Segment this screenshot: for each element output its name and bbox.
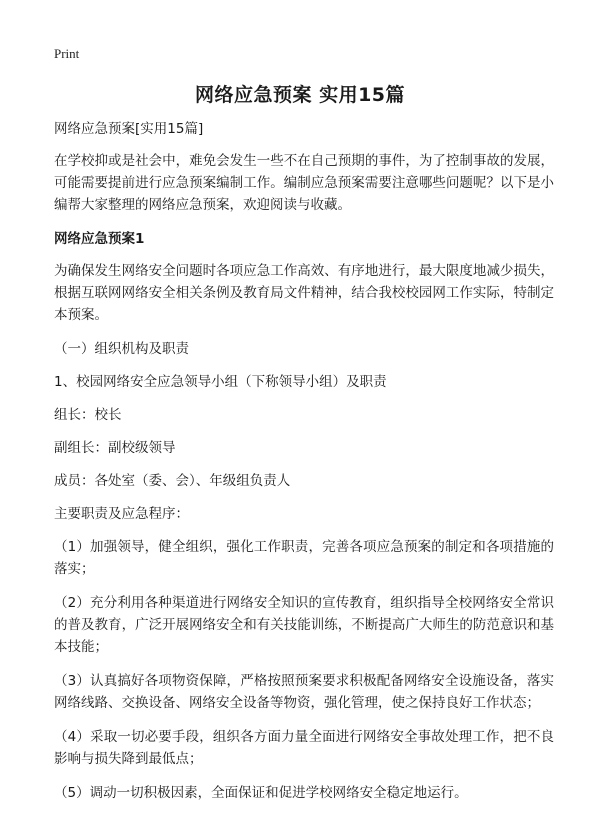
- page-title: 网络应急预案 实用15篇: [194, 84, 406, 106]
- document-body: [54, 118, 554, 816]
- vice-leader-line: 副组长：副校级领导: [54, 440, 176, 456]
- org-heading: （一）组织机构及职责: [54, 341, 189, 357]
- duty-item: （2）充分利用各种渠道进行网络安全知识的宣传教育，组织指导全校网络安全常识的普及教育，广泛开展网络安全和有关技能训练，不断提高广大师生的防范意识和基本技能；: [54, 595, 554, 655]
- section-heading: 网络应急预案1: [54, 231, 145, 247]
- group-heading: 1、校园网络安全应急领导小组（下称领导小组）及职责: [54, 374, 387, 390]
- duty-item: （3）认真搞好各项物资保障，严格按照预案要求积极配备网络安全设施设备，落实网络线路、交换设备、网络安全设备等物资，强化管理，使之保持良好工作状态；: [54, 673, 554, 711]
- duty-item: （1）加强领导，健全组织，强化工作职责，完善各项应急预案的制定和各项措施的落实；: [54, 539, 554, 577]
- duty-item: （5）调动一切积极因素，全面保证和促进学校网络安全稳定地运行。: [54, 785, 468, 801]
- leader-line: 组长：校长: [54, 407, 122, 423]
- document-subtitle: 网络应急预案[实用15篇]: [54, 121, 204, 137]
- intro-paragraph: 在学校抑或是社会中，难免会发生一些不在自己预期的事件，为了控制事故的发展，可能需要提前进行应急预案编制工作。编制应急预案需要注意哪些问题呢？以下是小编帮大家整理的网络应急预案，欢迎阅读与收藏。: [54, 153, 554, 213]
- purpose-paragraph: 为确保发生网络安全问题时各项应急工作高效、有序地进行，最大限度地减少损失，根据互联网网络安全相关条例及教育局文件精神，结合我校校园网工作实际，特制定本预案。: [54, 263, 554, 323]
- duty-item: （4）采取一切必要手段，组织各方面力量全面进行网络安全事故处理工作，把不良影响与损失降到最低点；: [54, 729, 554, 767]
- duties-heading: 主要职责及应急程序：: [54, 506, 189, 522]
- members-line: 成员：各处室（委、会）、年级组负责人: [54, 473, 291, 489]
- print-link[interactable]: Print: [54, 46, 80, 61]
